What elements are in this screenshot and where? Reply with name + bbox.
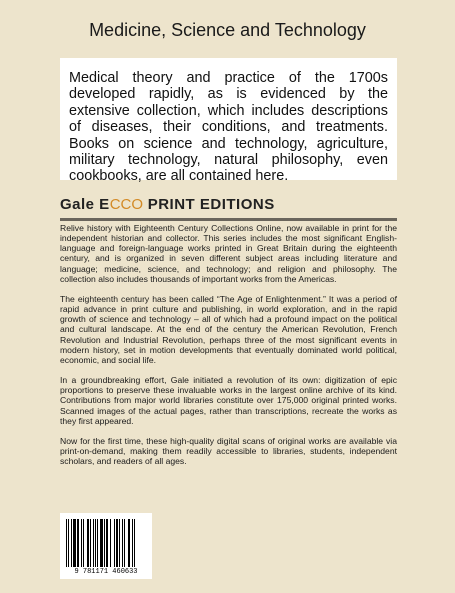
barcode-bars bbox=[64, 519, 148, 567]
paragraph-intro: Relive history with Eighteenth Century Collections Online, now available in print for the independent historian and collector. This series includes the most significant English-language and foreign-language works printed in Great Britain during the eighteenth century, and is organized in seven different subject areas including literature and language; medicine, science, and technology; and religion and philosophy. The collection also includes thousands of important works from the Americas. bbox=[60, 223, 397, 284]
barcode-bar bbox=[95, 519, 96, 567]
barcode-bar bbox=[119, 519, 120, 567]
paragraph-digitization: In a groundbreaking effort, Gale initiated a revolution of its own: digitization of epic proportions to preserve these invaluable works in the largest online archive of its kind. Contributions from major world libraries constitute over 175,000 original printed works. Scanned images of the actual pages, rather than transcriptions, recreate the works as they first appeared. bbox=[60, 375, 397, 426]
barcode-bar bbox=[122, 519, 123, 567]
barcode-bar bbox=[73, 519, 76, 567]
ecco-mark bbox=[110, 196, 143, 213]
series-description: Medical theory and practice of the 1700s developed rapidly, as is evidenced by the extensive collection, which includes descriptions of diseases, their conditions, and treatments. Books on science and technology, agriculture, military technology, natural philosophy, even cookbooks, are all contained here. bbox=[60, 58, 397, 180]
paragraph-enlightenment: The eighteenth century has been called “The Age of Enlightenment.” It was a period of rapid advance in print culture and publishing, in world exploration, and in the rapid growth of science and technology – all of which had a profound impact on the political and cultural landscape. At the end of the century the American Revolution, French Revolution and Industrial Revolution, perhaps three of the most significant events in modern history, set in motion developments that eventually dominated world political, economic, and social life. bbox=[60, 293, 397, 365]
barcode-bar bbox=[97, 519, 98, 567]
barcode-bar bbox=[81, 519, 82, 567]
barcode-bar bbox=[110, 519, 111, 567]
publisher-name-suffix: PRINT EDITIONS bbox=[143, 196, 275, 213]
barcode-bar bbox=[68, 519, 69, 567]
barcode-bar bbox=[87, 519, 89, 567]
barcode-bar bbox=[132, 519, 133, 567]
barcode-bar bbox=[104, 519, 105, 567]
divider-rule bbox=[60, 218, 397, 221]
barcode-bar bbox=[134, 519, 135, 567]
barcode-bar bbox=[93, 519, 94, 567]
ecco-mark-letters: CCO bbox=[109, 196, 144, 213]
barcode-bar bbox=[100, 519, 103, 567]
publisher-name-prefix: Gale E bbox=[60, 196, 110, 213]
body-text bbox=[60, 223, 397, 466]
barcode-bar bbox=[90, 519, 91, 567]
barcode-bar bbox=[124, 519, 125, 567]
barcode-bar bbox=[106, 519, 108, 567]
barcode-bar bbox=[66, 519, 67, 567]
barcode-bar bbox=[128, 519, 130, 567]
barcode-bar bbox=[116, 519, 118, 567]
barcode-bar bbox=[114, 519, 115, 567]
barcode-bar bbox=[71, 519, 72, 567]
isbn-barcode bbox=[60, 513, 152, 579]
publisher-logo bbox=[60, 196, 397, 213]
paragraph-print-on-demand: Now for the first time, these high-quality digital scans of original works are available via print-on-demand, making them readily accessible to libraries, students, independent scholars, and readers of all ages. bbox=[60, 435, 397, 467]
isbn-digits: 9 781171 460633 bbox=[74, 568, 138, 576]
barcode-bar bbox=[77, 519, 79, 567]
series-title: Medicine, Science and Technology bbox=[89, 20, 366, 40]
barcode-bar bbox=[83, 519, 84, 567]
